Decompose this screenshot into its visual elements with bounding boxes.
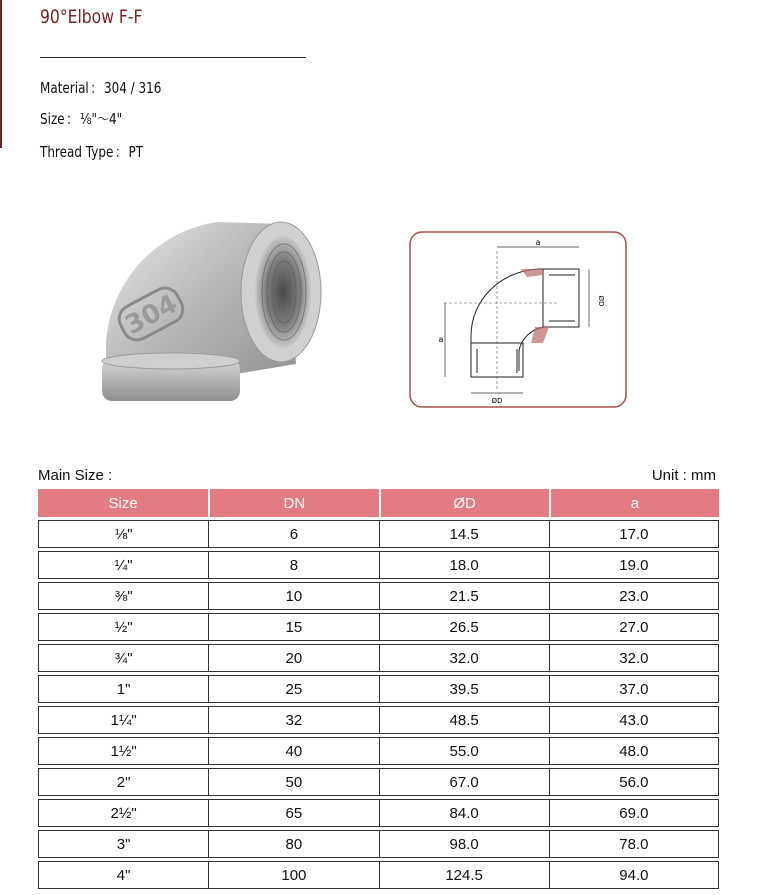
table-row (38, 551, 719, 579)
cell-a: 94.0 (549, 861, 719, 889)
cell-a: 78.0 (549, 830, 719, 858)
table-row (38, 644, 719, 672)
dim-a-side: a (438, 335, 444, 344)
cell-a: 23.0 (549, 582, 719, 610)
spec-label: Size (40, 110, 65, 128)
cell-a: 69.0 (549, 799, 719, 827)
left-accent-rule (0, 0, 2, 148)
table-header-row (38, 489, 719, 517)
spec-value: PT (128, 143, 144, 161)
drawing-frame (410, 232, 626, 407)
cell-diameter: 84.0 (379, 799, 549, 827)
cell-size: ½" (38, 613, 208, 641)
header-diameter: ØD (379, 489, 549, 517)
cell-size: 2" (38, 768, 208, 796)
cell-a: 19.0 (549, 551, 719, 579)
cell-dn: 32 (208, 706, 378, 734)
cell-diameter: 67.0 (379, 768, 549, 796)
table-row (38, 768, 719, 796)
cell-a: 43.0 (549, 706, 719, 734)
cell-diameter: 32.0 (379, 644, 549, 672)
table-row (38, 582, 719, 610)
header-size: Size (38, 489, 208, 517)
table-row (38, 799, 719, 827)
cell-diameter: 48.5 (379, 706, 549, 734)
table-caption: Main Size : (38, 467, 113, 484)
title-divider (40, 57, 306, 58)
table-row (38, 861, 719, 889)
cell-a: 32.0 (549, 644, 719, 672)
spec-size (40, 108, 122, 129)
cell-dn: 10 (208, 582, 378, 610)
page-title: 90°Elbow F-F (40, 6, 143, 28)
cell-size: 3" (38, 830, 208, 858)
cell-size: ⅛" (38, 520, 208, 548)
header-dn: DN (208, 489, 378, 517)
cell-diameter: 98.0 (379, 830, 549, 858)
stamp-text: 304 (120, 288, 183, 341)
cell-diameter: 21.5 (379, 582, 549, 610)
cell-dn: 15 (208, 613, 378, 641)
cell-dn: 50 (208, 768, 378, 796)
cell-diameter: 26.5 (379, 613, 549, 641)
table-row (38, 613, 719, 641)
cell-dn: 100 (208, 861, 378, 889)
cell-diameter: 124.5 (379, 861, 549, 889)
spec-material (40, 77, 161, 98)
cell-dn: 65 (208, 799, 378, 827)
spec-separator: ： (90, 79, 103, 97)
elbow-photo (96, 214, 326, 419)
cell-size: ¾" (38, 644, 208, 672)
cell-a: 48.0 (549, 737, 719, 765)
cell-size: 1¼" (38, 706, 208, 734)
cell-diameter: 18.0 (379, 551, 549, 579)
cell-size: ¼" (38, 551, 208, 579)
cell-dn: 80 (208, 830, 378, 858)
cell-dn: 8 (208, 551, 378, 579)
dim-a-top: a (535, 238, 541, 247)
table-row (38, 675, 719, 703)
spec-separator: ： (114, 143, 127, 161)
spec-value: ⅛"～4" (79, 110, 123, 128)
cell-a: 37.0 (549, 675, 719, 703)
cell-dn: 20 (208, 644, 378, 672)
dim-diameter-right: ØD (597, 295, 605, 307)
cell-diameter: 39.5 (379, 675, 549, 703)
cell-diameter: 55.0 (379, 737, 549, 765)
cell-diameter: 14.5 (379, 520, 549, 548)
cell-a: 27.0 (549, 613, 719, 641)
elbow-technical-drawing (409, 231, 627, 408)
cell-a: 56.0 (549, 768, 719, 796)
side-port-bore (255, 236, 311, 348)
cell-dn: 40 (208, 737, 378, 765)
cell-size: 4" (38, 861, 208, 889)
cell-size: ⅜" (38, 582, 208, 610)
table-row (38, 706, 719, 734)
cell-size: 1" (38, 675, 208, 703)
dim-diameter-bottom: ØD (491, 397, 503, 405)
table-row (38, 520, 719, 548)
spec-label: Material (40, 79, 89, 97)
spec-label: Thread Type (40, 143, 114, 161)
cell-size: 1½" (38, 737, 208, 765)
table-row (38, 830, 719, 858)
spec-value: 304 / 316 (103, 79, 162, 97)
cell-a: 17.0 (549, 520, 719, 548)
spec-separator: ： (66, 110, 79, 128)
table-caption-row (38, 467, 718, 485)
cell-dn: 25 (208, 675, 378, 703)
cell-dn: 6 (208, 520, 378, 548)
table-row (38, 737, 719, 765)
spec-thread-type (40, 141, 143, 162)
header-a: a (549, 489, 719, 517)
size-table (38, 486, 719, 892)
bottom-rim (102, 353, 240, 369)
unit-label: Unit : mm (651, 467, 716, 484)
cell-size: 2½" (38, 799, 208, 827)
